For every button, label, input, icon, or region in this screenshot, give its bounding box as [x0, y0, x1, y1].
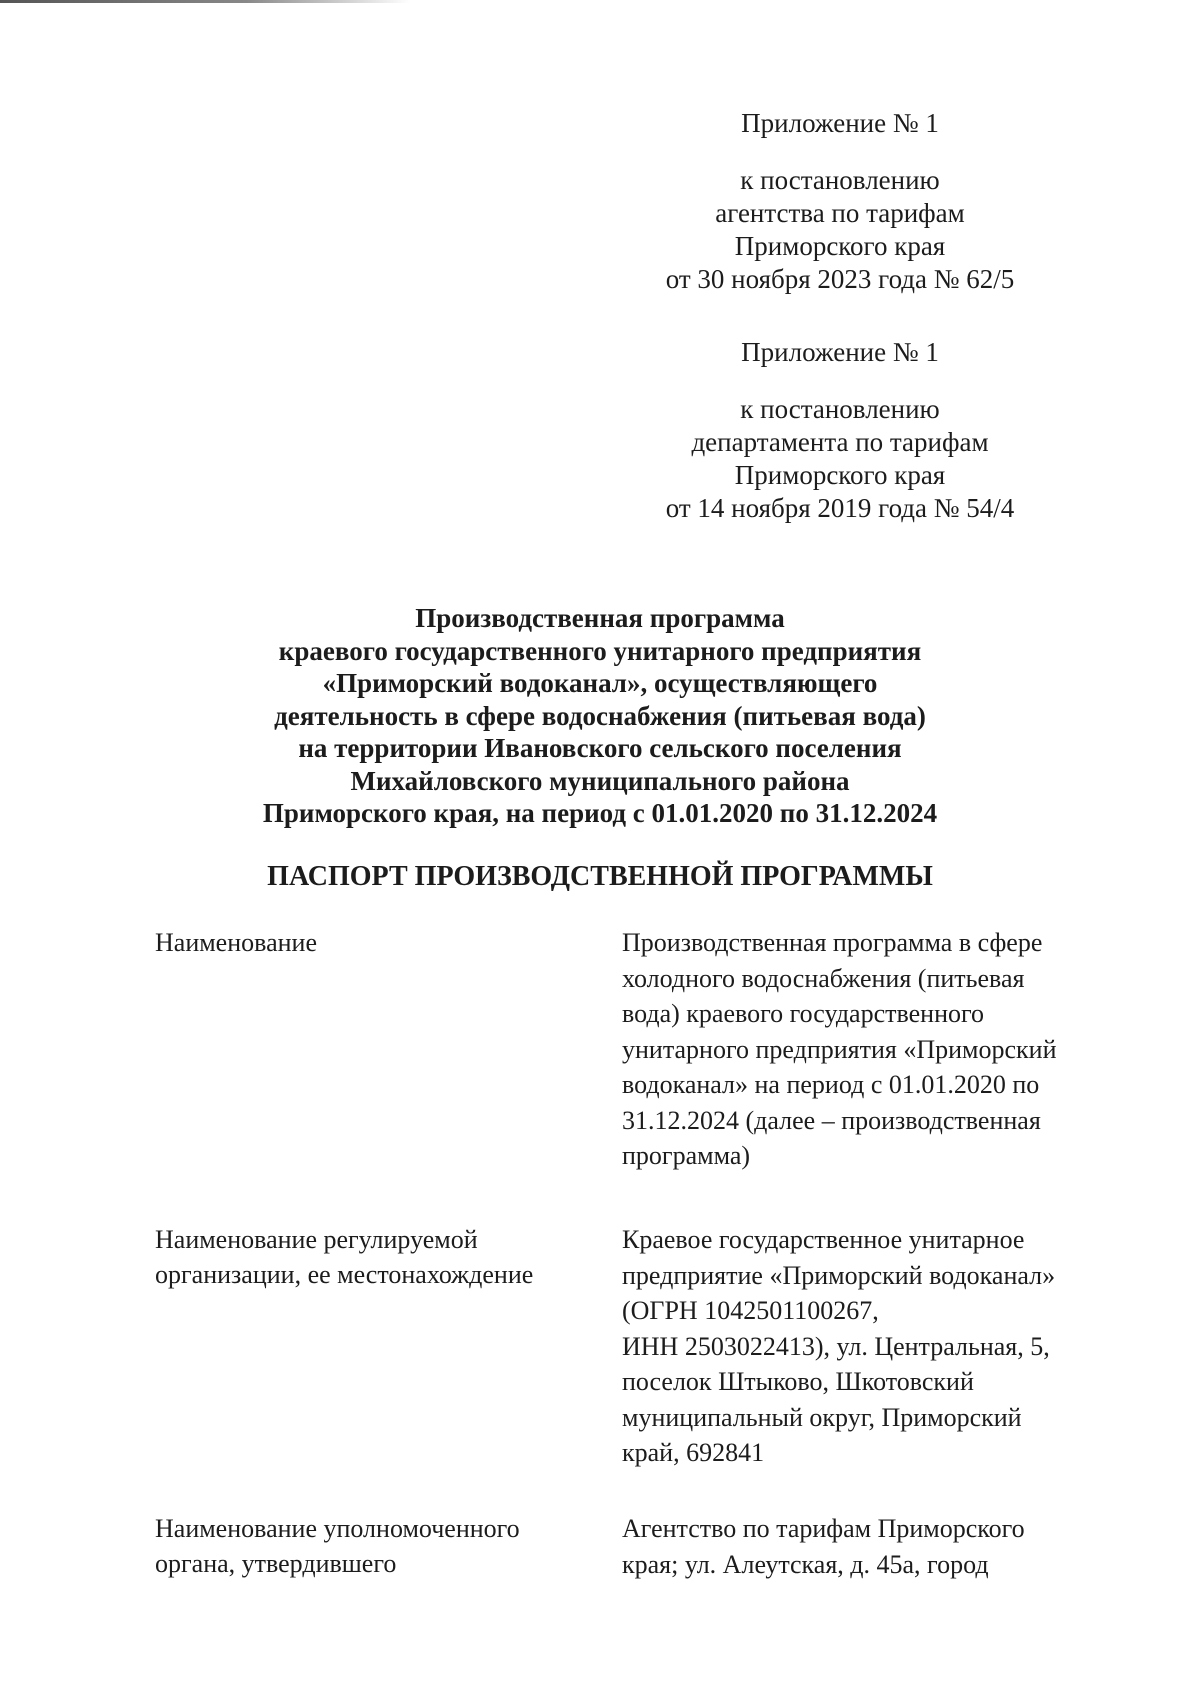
appendix-block-current [630, 107, 1050, 296]
title-line: Приморского края, на период с 01.01.2020 по 31.12.2024 [262, 798, 938, 828]
title-line: на территории Ивановского сельского поселения [298, 733, 902, 763]
row-value-line: поселок Штыково, Шкотовский [622, 1367, 974, 1396]
row-label [155, 1511, 615, 1581]
appendix-reference-line: Приморского края [734, 460, 946, 490]
appendix-reference-line: Приморского края [734, 231, 946, 261]
appendix-number: Приложение № 1 [741, 108, 939, 138]
scan-edge-mark [0, 0, 410, 3]
appendix-gap [630, 140, 1050, 164]
title-line: Производственная программа [415, 603, 785, 633]
appendix-gap [630, 369, 1050, 393]
row-label-line: Наименование уполномоченного [155, 1514, 520, 1543]
row-value-line: вода) краевого государственного [622, 999, 985, 1028]
row-label-line: органа, утвердившего [155, 1549, 397, 1578]
row-value-line: Производственная программа в сфере [622, 928, 1043, 957]
appendix-reference-line: к постановлению [740, 165, 940, 195]
row-value-line: (ОГРН 1042501100267, [622, 1296, 879, 1325]
passport-heading: ПАСПОРТ ПРОИЗВОДСТВЕННОЙ ПРОГРАММЫ [267, 861, 933, 892]
row-value-line: водоканал» на период с 01.01.2020 по [622, 1070, 1040, 1099]
title-line: краевого государственного унитарного предприятия [278, 635, 922, 666]
row-value-line: ИНН 2503022413), ул. Центральная, 5, [622, 1331, 1050, 1361]
row-value-line: Агентство по тарифам Приморского [622, 1514, 1025, 1543]
row-value-line: края; ул. Алеутская, д. 45а, город [622, 1549, 989, 1579]
appendix-number: Приложение № 1 [741, 337, 939, 367]
row-value-line: муниципальный округ, Приморский [622, 1402, 1022, 1432]
row-label-line: организации, ее местонахождение [155, 1260, 534, 1289]
appendix-reference-line: к постановлению [740, 394, 940, 424]
document-title [150, 602, 1050, 830]
title-line: Михайловского муниципального района [350, 765, 850, 796]
row-value-line: Краевое государственное унитарное [622, 1225, 1025, 1254]
row-label [155, 925, 615, 960]
row-value-line: предприятие «Приморский водоканал» [622, 1260, 1056, 1290]
row-value [622, 925, 1092, 1174]
appendix-block-previous [630, 336, 1050, 525]
row-value-line: холодного водоснабжения (питьевая [622, 963, 1025, 993]
row-label-line: Наименование [155, 928, 317, 957]
appendix-reference-line: департамента по тарифам [691, 427, 989, 457]
row-value-line: программа) [622, 1141, 751, 1170]
title-line: «Приморский водоканал», осуществляющего [322, 668, 878, 698]
row-label [155, 1222, 615, 1292]
row-value [622, 1222, 1092, 1471]
row-value-line: унитарного предприятия «Приморский [622, 1034, 1057, 1064]
appendix-date-number: от 30 ноября 2023 года № 62/5 [665, 264, 1015, 294]
row-label-line: Наименование регулируемой [155, 1225, 478, 1254]
row-value-line: 31.12.2024 (далее – производственная [622, 1105, 1041, 1135]
row-value-line: край, 692841 [622, 1438, 765, 1467]
row-value [622, 1511, 1092, 1582]
appendix-date-number: от 14 ноября 2019 года № 54/4 [665, 493, 1015, 523]
title-line: деятельность в сфере водоснабжения (питьевая вода) [274, 700, 926, 731]
appendix-reference-line: агентства по тарифам [715, 198, 965, 228]
